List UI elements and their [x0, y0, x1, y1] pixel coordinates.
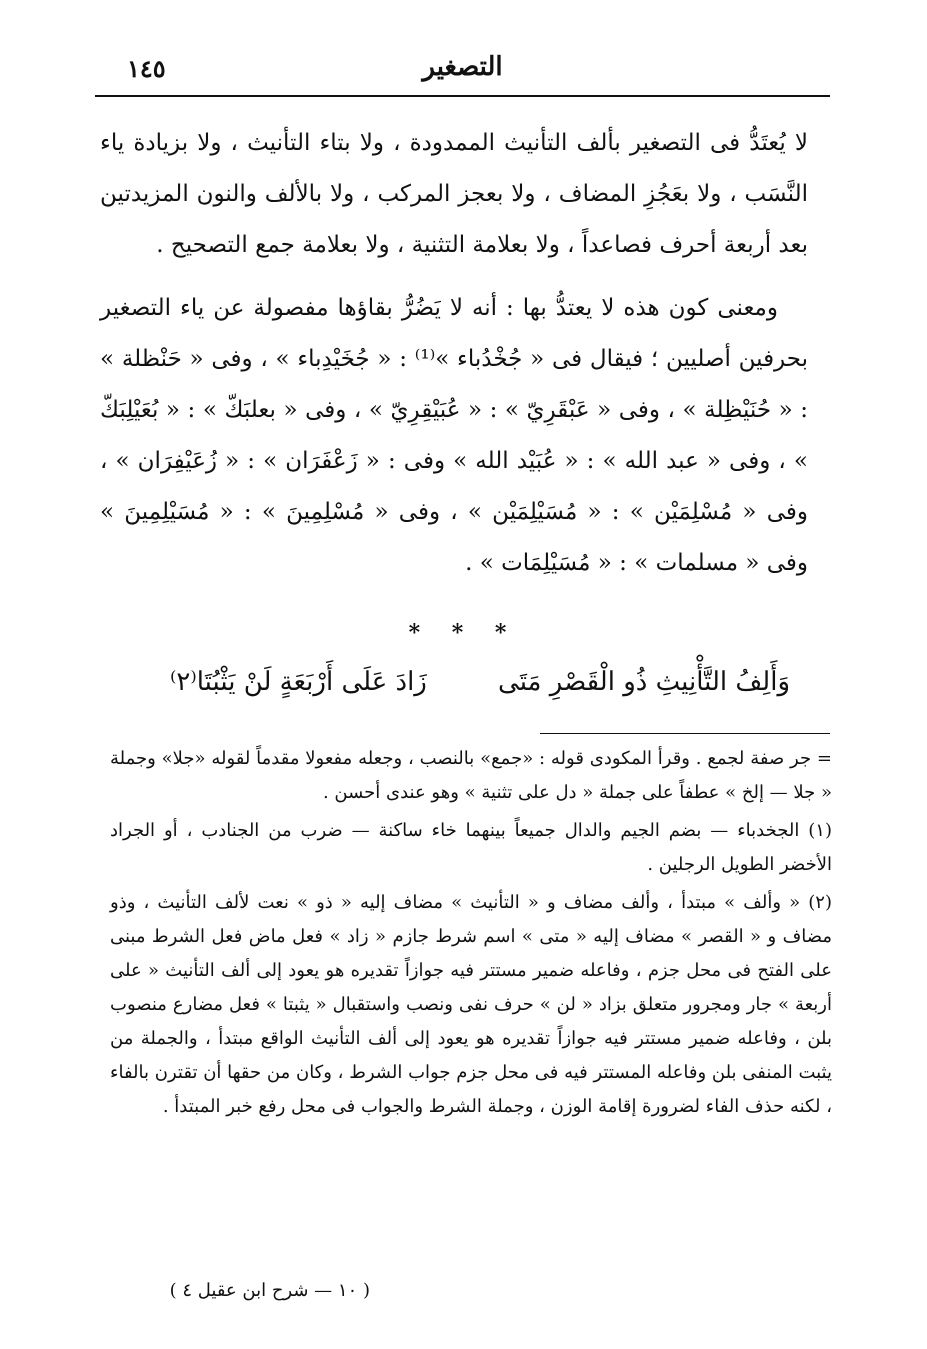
paragraph: لا يُعتَدُّ فى التصغير بألف التأنيث الممدودة ، ولا بتاء التأنيث ، ولا بزيادة ياء النَّسَب ، ولا بعَجُزِ المضاف ، ولا بعجز المركب ، ولا بالألف والنون المزيدتين بعد أربعة أحرف فصاعداً ، ولا بعلامة التثنية ، ولا بعلامة جمع التصحيح .	[100, 130, 808, 258]
page-number: ١٤٥	[127, 54, 166, 83]
verse-line	[170, 658, 790, 708]
verse-second-hemistich: زَادَ عَلَى أَرْبَعَةٍ لَنْ يَثْبُتَا⁽٢⁾	[170, 667, 427, 697]
footnote-1: (١) الجخدباء — بضم الجيم والدال جميعاً بينهما خاء ساكنة — ضرب من الجنادب ، أو الجراد الأخضر الطويل الرجلين .	[110, 820, 832, 875]
signature-mark: ( ١٠ — شرح ابن عقيل ٤ )	[169, 1280, 370, 1301]
verse-first-hemistich: وَأَلِفُ التَّأْنِيثِ ذُو الْقَصْرِ مَتَى	[498, 667, 790, 697]
section-separator: * * *	[408, 620, 519, 646]
running-header	[95, 38, 830, 98]
main-text	[100, 118, 808, 589]
footnote-continuation: = جر صفة لجمع . وقرأ المكودى قوله : «جمع» بالنصب ، وجعله مفعولا مقدماً لقوله «جلا» وجملة « جلا — إلخ » عطفاً على جملة « دل على تثنية » وهو عندى أحسن .	[110, 748, 832, 803]
paragraph: ومعنى كون هذه لا يعتدُّ بها : أنه لا يَضُرُّ بقاؤها مفصولة عن ياء التصغير بحرفين أصليين ؛ فيقال فى « جُخْدُباء »⁽¹⁾ : « جُخَيْدِباء » ، وفى « حَنْظلة » : « حُنَيْظِلة » ، وفى « عَبْقَرِيّ » : « عُبَيْقِرِيّ » ، وفى « بعلبَكّ » : « بُعَيْلِبَكّ » ، وفى « عبد الله » : « عُبَيْد الله » وفى : « زَعْفَرَان » : « زُعَيْفِرَان » ، وفى « مُسْلِمَيْن » : « مُسَيْلِمَيْن » ، وفى « مُسْلِمِينَ » : « مُسَيْلِمِينَ » وفى « مسلمات » : « مُسَيْلِمَات » .	[100, 295, 809, 576]
footnote-2: (٢) « وألف » مبتدأ ، وألف مضاف و « التأنيث » مضاف إليه « ذو » نعت لألف التأنيث ، وذو مضاف و « القصر » مضاف إليه « متى » اسم شرط جازم « زاد » فعل ماض فعل الشرط مبنى على الفتح فى محل جزم ، وفاعله ضمير مستتر فيه جوازاً تقديره هو يعود إلى ألف التأنيث « على أربعة » جار ومجرور متعلق بزاد « لن » حرف نفى ونصب واستقبال « يثبتا » فعل مضارع منصوب بلن ، وفاعله ضمير مستتر فيه جوازاً تقديره هو يعود إلى ألف التأنيث الواقع مبتدأ ، والجملة من يثبت المنفى بلن وفاعله المستتر فيه فى محل جزم جواب الشرط ، وكان من حقها أن تقترن بالفاء ، لكنه حذف الفاء لضرورة إقامة الوزن ، وجملة الشرط والجواب فى محل رفع خبر المبتدأ .	[110, 892, 832, 1117]
header-rule	[95, 95, 830, 97]
footnote-rule	[540, 733, 830, 734]
footnotes	[110, 742, 832, 1124]
chapter-title: التصغير	[422, 52, 503, 82]
